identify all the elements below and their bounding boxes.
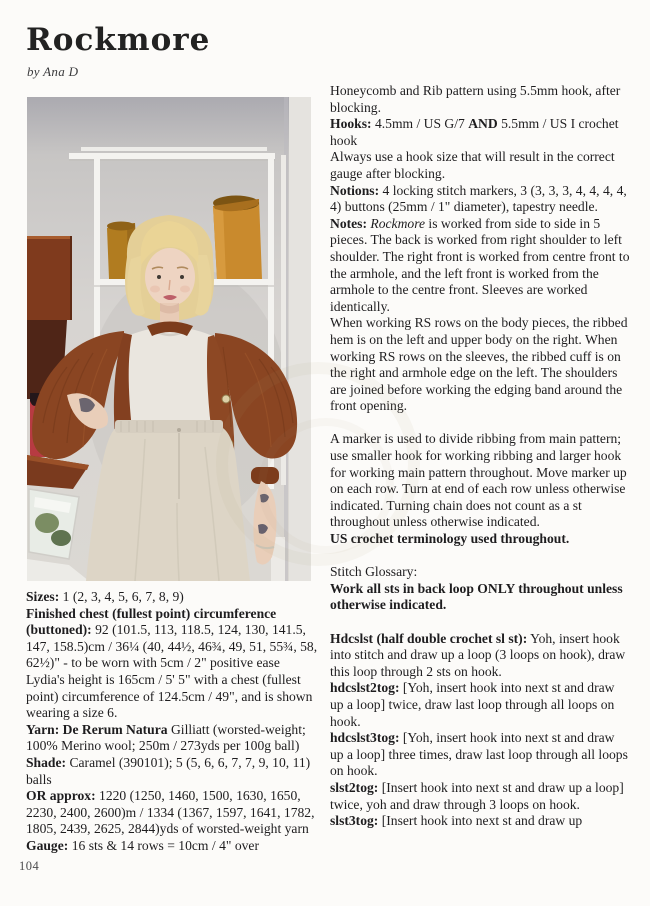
text-run: Lydia's height is 165cm / 5' 5" with a chest (fullest point) circumference of 124.5cm / 49", and is shown wearing a size 6. (26, 671, 313, 721)
byline: by Ana D (27, 64, 79, 79)
text-run: US crochet terminology used throughout. (330, 531, 570, 547)
paragraph (26, 755, 323, 788)
text-run: Gilliatt (worsted-weight; 100% Merino wool; 250m / 273yds per 100g ball) (26, 721, 306, 754)
text-run: 5.5mm / US I crochet hook (330, 116, 619, 148)
text-run: slst2tog: (330, 779, 379, 795)
page-number: 104 (19, 859, 40, 873)
photo-illustration (27, 97, 311, 581)
left-column (26, 589, 323, 855)
text-run: Hdcslst (half double crochet sl st): (330, 630, 528, 646)
text-run: Caramel (390101); 5 (5, 6, 6, 7, 7, 9, 10, 11) balls (26, 754, 311, 787)
text-run: Notes: (330, 215, 367, 231)
paragraph (26, 589, 323, 606)
paragraph (330, 83, 631, 116)
text-run: is worked from side to side in 5 pieces. The back is worked from right shoulder to left shoulder. The right front is worked from centre front to the armhole, and the left front is worked from the armhole to the centre front. Sleeves are worked identically. (330, 215, 630, 314)
text-run: Yoh, insert hook into stitch and draw up a loop (3 loops on hook), draw this loop through 2 sts on hook. (330, 630, 626, 679)
text-run: Shade: (26, 754, 67, 770)
text-run: [Yoh, insert hook into next st and draw up a loop] three times, draw last loop through all loops on hook. (330, 730, 628, 779)
text-run: Gauge: (26, 837, 69, 853)
text-run: Finished chest (fullest point) circumference (buttoned): (26, 605, 277, 638)
text-run: Rockmore (370, 215, 426, 231)
text-run: 16 sts & 14 rows = 10cm / 4" over (68, 837, 259, 853)
cream-trousers (86, 420, 250, 581)
pattern-photo (27, 97, 311, 581)
wall-panel-right (289, 97, 311, 581)
text-run: Hooks: (330, 116, 372, 132)
text-run: Notions: (330, 182, 380, 198)
paragraph (330, 431, 631, 531)
paragraph (26, 672, 323, 722)
text-run: hdcslst2tog: (330, 680, 400, 696)
right-column (330, 83, 631, 830)
text-run: OR approx: (26, 788, 96, 804)
text-run: 1 (2, 3, 4, 5, 6, 7, 8, 9) (59, 589, 184, 604)
paragraph (330, 780, 631, 813)
paragraph (26, 606, 323, 672)
text-run: A marker is used to divide ribbing from main pattern; use smaller hook for working ribbing and larger hook for working main pattern throughout. Move marker up on each row. Turn at end of each row unless otherwise indicated. Turning chain does not count as a st throughout unless otherwise indicated. (330, 431, 627, 530)
paragraph (330, 564, 631, 581)
text-run: Work all sts in back loop ONLY throughout unless otherwise indicated. (330, 580, 623, 613)
text-run: Always use a hook size that will result in the correct gauge after blocking. (330, 149, 615, 181)
white-top (119, 327, 221, 429)
text-run: Stitch Glossary: (330, 564, 418, 580)
paragraph (330, 730, 631, 780)
text-run: Sizes: (26, 589, 60, 604)
text-run: Honeycomb and Rib pattern using 5.5mm hook, after blocking. (330, 83, 621, 115)
paragraph (330, 531, 631, 548)
text-run: 1220 (1250, 1460, 1500, 1630, 1650, 2230, 2400, 2600)m / 1334 (1367, 1597, 1641, 1782, 1805, 2439, 2625, 2844)yds of worsted-weight yarn (26, 788, 315, 837)
paragraph (26, 838, 323, 855)
text-run: [Insert hook into next st and draw up a loop] twice, yoh and draw through 3 loops on hook. (330, 779, 624, 812)
text-run: [Insert hook into next st and draw up (378, 813, 583, 829)
text-run: 4.5mm / US G/7 (371, 116, 469, 132)
page-title: Rockmore (26, 22, 211, 58)
text-run: AND (468, 116, 498, 132)
paragraph (330, 116, 631, 149)
paragraph (330, 183, 631, 216)
paragraph (330, 631, 631, 681)
text-run: slst3tog: (330, 813, 379, 829)
text-run: [Yoh, insert hook into next st and draw up a loop] twice, draw last loop through all loops on hook. (330, 680, 615, 729)
text-run: When working RS rows on the body pieces, the ribbed hem is on the left and upper body on the right. When working RS rows on the sleeves, the ribbed cuff is on the right and armhole edge on the left. The shoulders are joined before working the edging band around the front opening. (330, 315, 628, 414)
paragraph (330, 581, 631, 614)
paragraph (330, 216, 631, 316)
text-run: 4 locking stitch markers, 3 (3, 3, 3, 4, 4, 4, 4, 4) buttons (25mm / 1" diameter), tapestry needle. (330, 182, 627, 215)
paragraph (330, 680, 631, 730)
paragraph (330, 149, 631, 182)
text-run: hdcslst3tog: (330, 730, 400, 746)
paragraph (26, 788, 323, 838)
paragraph (26, 722, 323, 755)
paragraph (330, 813, 631, 830)
text-run: 92 (101.5, 113, 118.5, 124, 130, 141.5, 147, 158.5)cm / 36¼ (40, 44½, 46¾, 49, 51, 55¾, 58, 62½)" - to be worn with 5cm / 2" positive ease (26, 622, 318, 671)
vase-right (213, 196, 262, 280)
text-run: Yarn: De Rerum Natura (26, 721, 168, 737)
paragraph (330, 315, 631, 415)
